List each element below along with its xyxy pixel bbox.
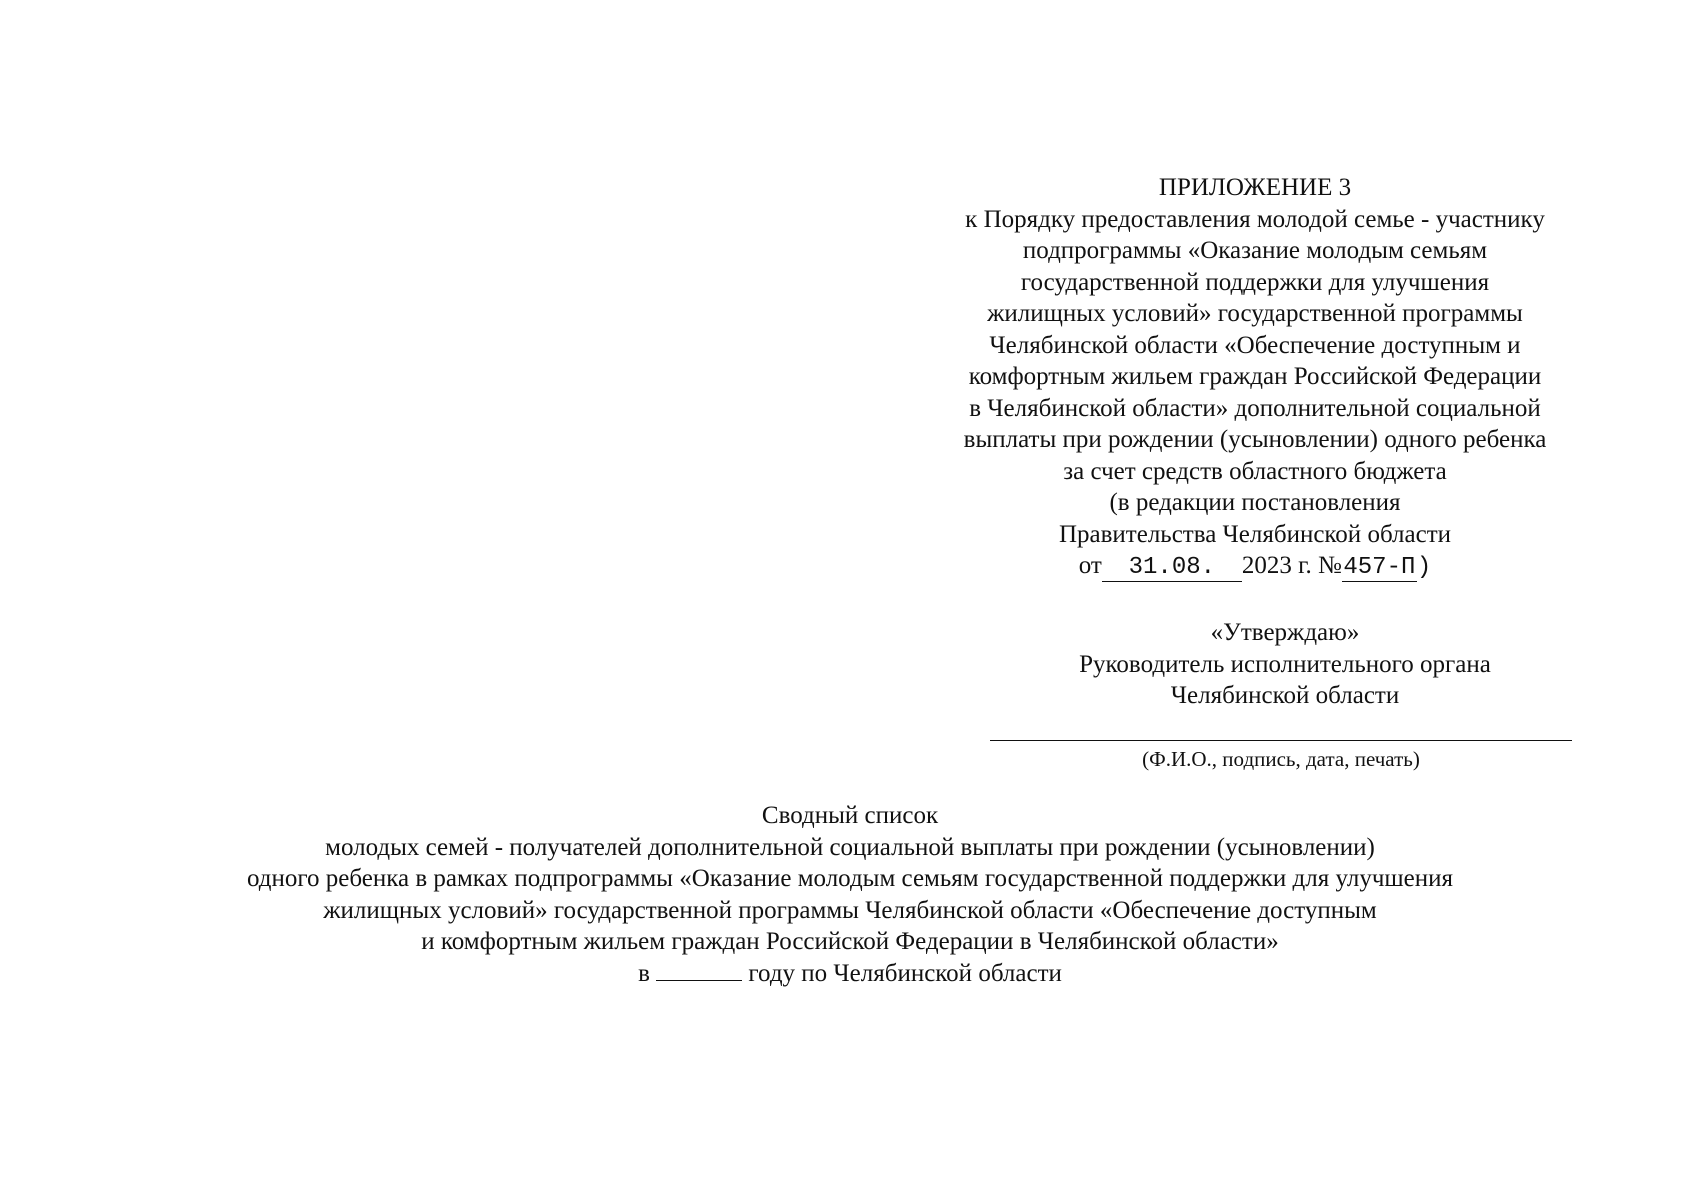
close-paren: ): [1416, 554, 1432, 581]
appendix-line: Челябинской области «Обеспечение доступным и: [989, 331, 1521, 359]
title-year-line: [80, 958, 1620, 990]
signature-line: [990, 740, 1572, 741]
approval-line: Челябинской области: [1170, 682, 1400, 709]
approval-block: [975, 617, 1595, 712]
signature-caption: (Ф.И.О., подпись, дата, печать): [1142, 747, 1420, 771]
appendix-line: (в редакции постановления: [1109, 489, 1401, 516]
appendix-line: комфортным жильем граждан Российской Федерации: [968, 363, 1542, 390]
appendix-line: в Челябинской области» дополнительной социальной: [969, 394, 1541, 422]
resolution-date-line: [905, 550, 1605, 584]
date-prefix: от: [1078, 552, 1102, 579]
resolution-date: 31.08.: [1102, 555, 1242, 582]
title-line: и комфортным жильем граждан Российской Федерации в Челябинской области»: [421, 928, 1279, 955]
appendix-line: к Порядку предоставления молодой семье - участнику: [965, 205, 1545, 233]
title-line: жилищных условий» государственной программы Челябинской области «Обеспечение доступным: [323, 896, 1377, 924]
appendix-line: выплаты при рождении (усыновлении) одного ребенка: [963, 426, 1547, 453]
year-blank: [656, 958, 742, 981]
appendix-title: ПРИЛОЖЕНИЕ 3: [1158, 174, 1352, 201]
approval-line: Руководитель исполнительного органа: [1079, 650, 1491, 678]
appendix-line: подпрограммы «Оказание молодым семьям: [1022, 237, 1488, 264]
document-title-block: [80, 800, 1620, 989]
appendix-line: жилищных условий» государственной программы: [987, 300, 1523, 327]
appendix-line: государственной поддержки для улучшения: [1020, 268, 1490, 296]
document-title: Сводный список: [761, 802, 939, 829]
year-suffix: году по Челябинской области: [748, 959, 1062, 987]
resolution-number: 457-П: [1343, 554, 1416, 581]
title-line: одного ребенка в рамках подпрограммы «Оказание молодым семьям государственной поддержки для улучшения: [247, 865, 1453, 892]
appendix-line: Правительства Челябинской области: [1058, 520, 1452, 548]
year-text: 2023 г. №: [1241, 552, 1342, 579]
year-prefix: в: [638, 959, 650, 987]
appendix-header: [905, 172, 1605, 584]
approval-heading: «Утверждаю»: [1210, 619, 1360, 646]
appendix-line: за счет средств областного бюджета: [1063, 457, 1447, 485]
title-line: молодых семей - получателей дополнительной социальной выплаты при рождении (усыновлении): [325, 833, 1375, 861]
